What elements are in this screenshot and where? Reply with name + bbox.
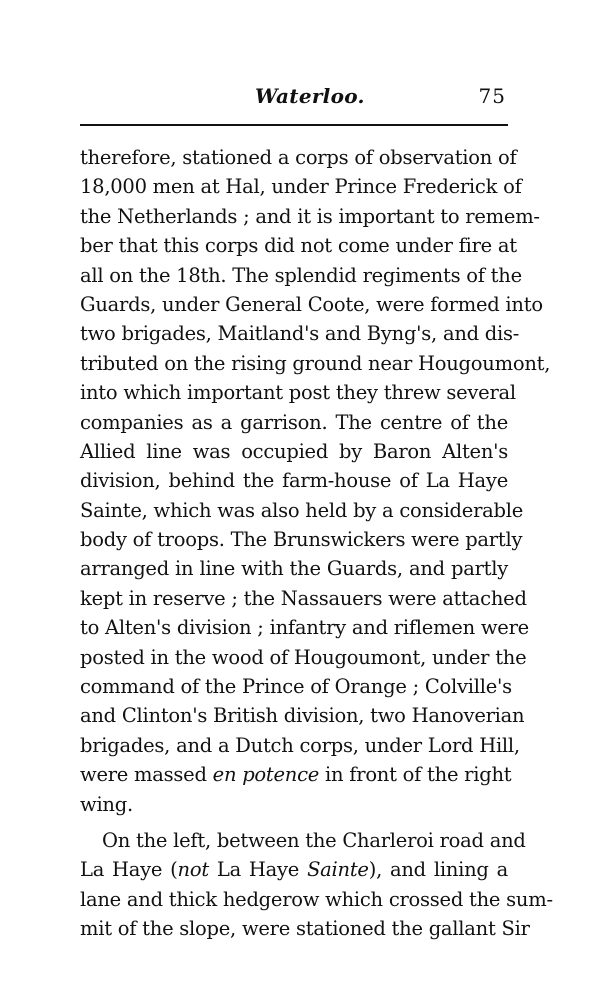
running-head [80, 84, 508, 114]
text-line: and Clinton's British division, two Hanoverian [80, 704, 525, 728]
chapter-title: Waterloo. [255, 84, 365, 108]
body-text [80, 143, 553, 944]
text-run: ), and lining a [368, 858, 508, 882]
text-line: into which important post they threw several [80, 381, 516, 405]
text-line: tributed on the rising ground near Hougoumont, [80, 351, 551, 375]
text-line: Allied line was occupied by Baron Alten's [80, 439, 508, 463]
text-line: lane and thick hedgerow which crossed the sum- [80, 887, 553, 911]
text-line: ber that this corps did not come under fire at [80, 234, 517, 258]
text-line-with-italic [80, 760, 512, 789]
text-line: two brigades, Maitland's and Byng's, and dis- [80, 322, 520, 346]
text-run: La Haye [208, 858, 308, 882]
text-run: were massed [80, 763, 207, 787]
italic-phrase: en potence [212, 763, 320, 787]
header-rule [80, 124, 508, 126]
text-run: La Haye ( [80, 858, 178, 882]
text-line: mit of the slope, were stationed the gallant Sir [80, 917, 530, 941]
text-run: in front of the right [325, 763, 512, 787]
text-line: division, behind the farm-house of La Haye [80, 469, 508, 493]
paragraph-gap [80, 819, 508, 826]
text-line: command of the Prince of Orange ; Colville's [80, 675, 512, 699]
page-number: 75 [478, 84, 506, 108]
italic-word: not [177, 858, 209, 882]
text-line: wing. [80, 792, 133, 816]
text-line: Sainte, which was also held by a considerable [80, 498, 524, 522]
text-line: body of troops. The Brunswickers were partly [80, 528, 523, 552]
text-line: companies as a garrison. The centre of the [80, 410, 508, 434]
text-line: Guards, under General Coote, were formed into [80, 292, 543, 316]
text-line: On the left, between the Charleroi road and [102, 828, 526, 852]
text-line: the Netherlands ; and it is important to remem- [80, 204, 540, 228]
text-line: to Alten's division ; infantry and riflemen were [80, 616, 529, 640]
text-line: kept in reserve ; the Nassauers were attached [80, 586, 527, 610]
text-line: therefore, stationed a corps of observation of [80, 146, 517, 169]
text-line: 18,000 men at Hal, under Prince Frederick of [80, 175, 522, 199]
text-line: brigades, and a Dutch corps, under Lord Hill, [80, 733, 520, 757]
italic-word: Sainte [307, 858, 369, 882]
text-line: all on the 18th. The splendid regiments of the [80, 263, 522, 287]
text-line: arranged in line with the Guards, and partly [80, 557, 508, 581]
text-line: posted in the wood of Hougoumont, under the [80, 645, 527, 669]
text-line-with-italic [80, 855, 508, 884]
